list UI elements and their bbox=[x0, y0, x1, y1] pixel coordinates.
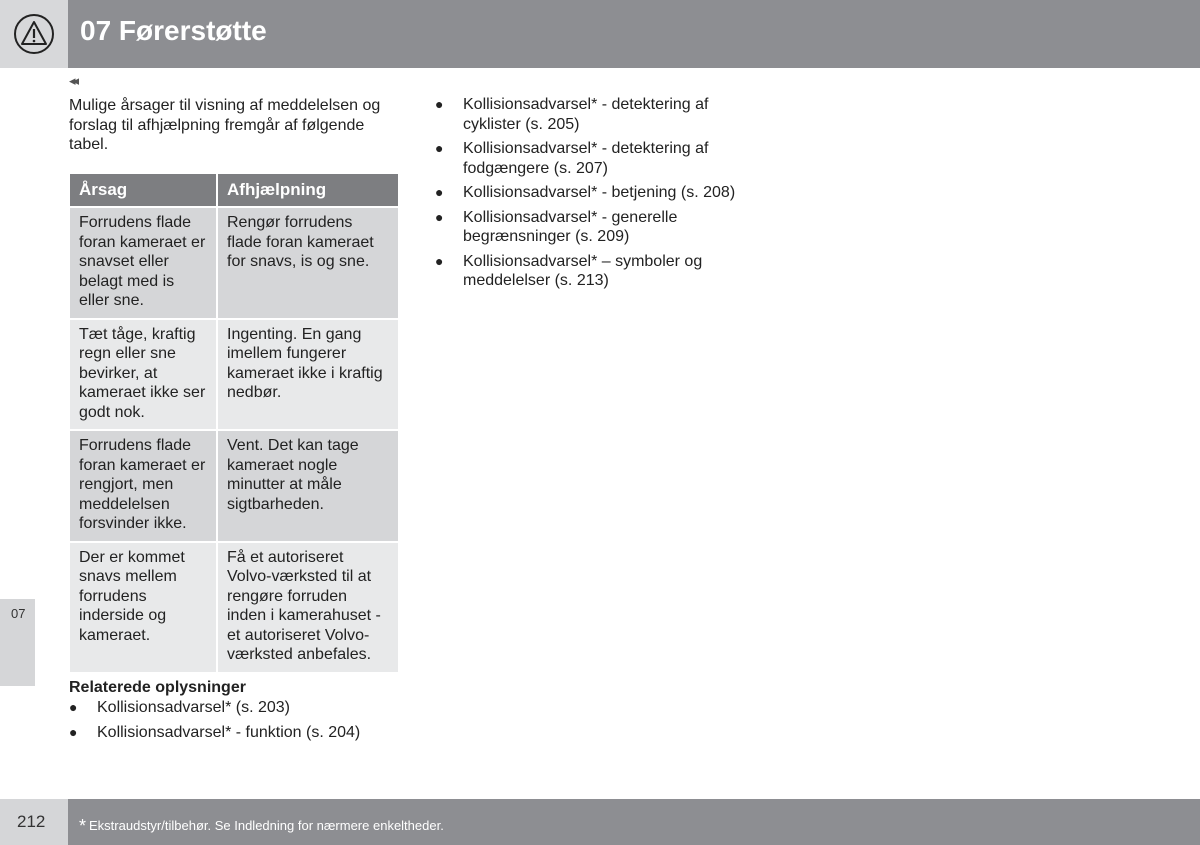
page-number: 212 bbox=[17, 812, 46, 831]
remedy-cell: Ingenting. En gang imellem fungerer kameraet ikke i kraftig nedbør. bbox=[217, 319, 399, 431]
related-link[interactable] bbox=[69, 723, 409, 743]
chapter-title: 07 Førerstøtte bbox=[80, 15, 267, 46]
related-link[interactable] bbox=[435, 183, 770, 203]
footnote-star: * bbox=[79, 816, 87, 836]
related-links-list-continued bbox=[435, 95, 770, 296]
cause-remedy-table bbox=[68, 172, 400, 674]
bullet-icon: ● bbox=[435, 184, 444, 200]
cause-cell: Forrudens flade foran kameraet er snavset eller belagt med is eller sne. bbox=[69, 207, 217, 319]
related-link-text: Kollisionsadvarsel* - betjening (s. 208) bbox=[463, 184, 736, 201]
intro-paragraph: Mulige årsager til visning af meddelelsen og forslag til afhjælpning fremgår af følgende tabel. bbox=[69, 97, 381, 153]
footer-bar bbox=[68, 799, 1200, 845]
related-link-text: Kollisionsadvarsel* (s. 203) bbox=[97, 699, 290, 716]
bullet-icon: ● bbox=[435, 140, 444, 156]
table-row bbox=[69, 542, 399, 673]
related-link-text: Kollisionsadvarsel* - generelle begrænsninger (s. 209) bbox=[463, 208, 678, 245]
bullet-icon: ● bbox=[435, 96, 444, 112]
related-link[interactable] bbox=[435, 139, 770, 178]
footnote-text: Ekstraudstyr/tilbehør. Se Indledning for nærmere enkeltheder. bbox=[89, 818, 444, 833]
header-remedy: Afhjælpning bbox=[217, 173, 399, 207]
related-link-text: Kollisionsadvarsel* - detektering af cyklister (s. 205) bbox=[463, 96, 709, 133]
related-link-text: Kollisionsadvarsel* - funktion (s. 204) bbox=[97, 723, 361, 741]
cause-cell: Der er kommet snavs mellem forrudens inderside og kameraet. bbox=[69, 542, 217, 673]
side-tab-label: 07 bbox=[11, 606, 26, 621]
bullet-icon: ● bbox=[69, 723, 78, 740]
related-link-text: Kollisionsadvarsel* - detektering af fodgængere (s. 207) bbox=[463, 140, 709, 177]
remedy-cell: Rengør forrudens flade foran kameraet for snavs, is og sne. bbox=[217, 207, 399, 319]
warning-triangle-icon bbox=[13, 13, 55, 55]
table-row bbox=[69, 430, 399, 542]
remedy-cell: Få et autoriseret Volvo-værksted til at rengøre forruden inden i kamerahuset - et autoriseret Volvo-værksted anbefales. bbox=[217, 542, 399, 673]
warning-icon-box bbox=[0, 0, 68, 68]
footnote bbox=[79, 814, 444, 835]
related-link[interactable] bbox=[435, 252, 770, 291]
related-info-heading: Relaterede oplysninger bbox=[69, 679, 246, 696]
related-link-text: Kollisionsadvarsel* – symboler og meddelelser (s. 213) bbox=[463, 252, 703, 289]
bullet-icon: ● bbox=[435, 252, 444, 269]
table-row bbox=[69, 319, 399, 431]
related-link[interactable] bbox=[435, 95, 770, 134]
continued-marker: ◂◂ bbox=[69, 73, 77, 88]
cause-cell: Tæt tåge, kraftig regn eller sne bevirker, at kameraet ikke ser godt nok. bbox=[69, 319, 217, 431]
related-link[interactable] bbox=[69, 698, 409, 718]
chapter-side-tab bbox=[0, 599, 35, 686]
bullet-icon: ● bbox=[69, 699, 78, 715]
related-links-list bbox=[69, 698, 409, 747]
remedy-cell: Vent. Det kan tage kameraet nogle minutter at måle sigtbarheden. bbox=[217, 430, 399, 542]
table-row bbox=[69, 207, 399, 319]
header-cause: Årsag bbox=[69, 173, 217, 207]
related-link[interactable] bbox=[435, 208, 770, 247]
table-header-row bbox=[69, 173, 399, 207]
chapter-header bbox=[0, 0, 1200, 68]
bullet-icon: ● bbox=[435, 208, 444, 225]
cause-cell: Forrudens flade foran kameraet er rengjort, men meddelelsen forsvinder ikke. bbox=[69, 430, 217, 542]
